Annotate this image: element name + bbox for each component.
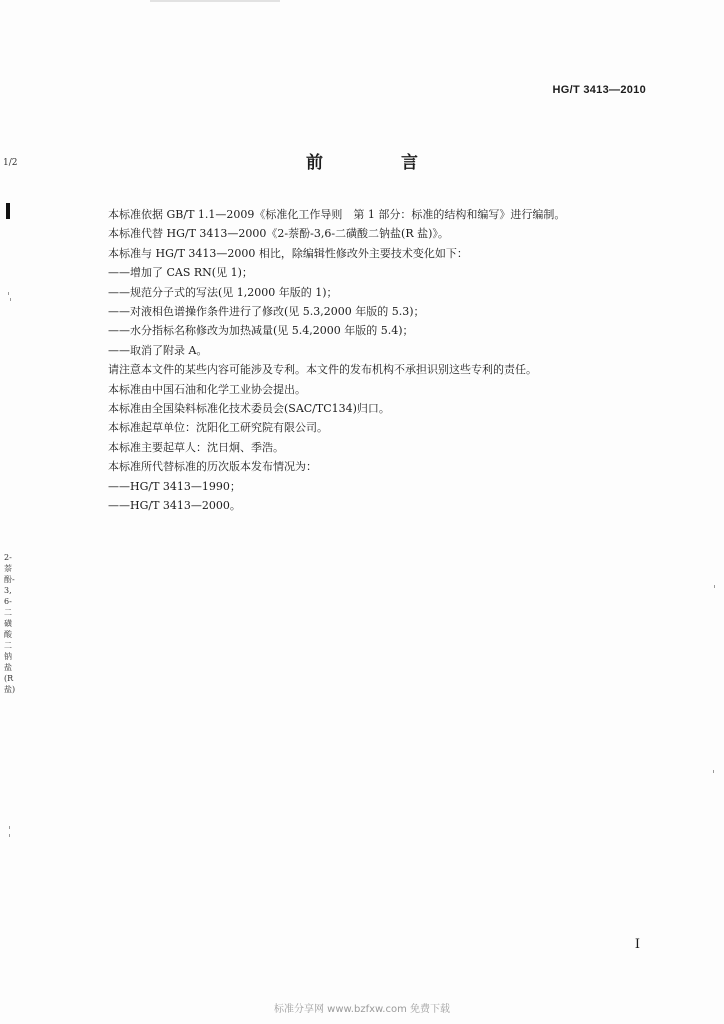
margin-mark	[6, 203, 10, 219]
margin-vertical-text: 2-萘酚-3,6-二磺酸二钠盐(R盐)	[4, 553, 16, 694]
body-line: 本标准依据 GB/T 1.1—2009《标准化工作导则 第 1 部分：标准的结构和编写》进行编制。	[108, 208, 566, 221]
body-line: 本标准与 HG/T 3413—2000 相比，除编辑性修改外主要技术变化如下：	[108, 246, 468, 260]
footer-watermark: 标准分享网 www.bzfxw.com 免费下载	[274, 1004, 450, 1015]
body-line: 本标准主要起草人：沈日炯、季浩。	[108, 440, 284, 454]
scan-artifact	[713, 770, 714, 773]
body-line: 本标准所代替标准的历次版本发布情况为：	[108, 460, 317, 474]
body-line: 本标准由中国石油和化学工业协会提出。	[108, 382, 306, 396]
body-line: ——水分指标名称修改为加热减量(见 5.4,2000 年版的 5.4)；	[108, 324, 414, 338]
page-title: 前 言	[306, 153, 454, 173]
body-line: 本标准代替 HG/T 3413—2000《2-萘酚-3,6-二磺酸二钠盐(R 盐)》。	[108, 227, 449, 241]
scan-artifact	[714, 585, 715, 588]
scan-artifact	[9, 826, 10, 829]
body-line: ——HG/T 3413—1990；	[108, 479, 241, 493]
scan-artifact	[9, 834, 10, 837]
body-line: 本标准起草单位：沈阳化工研究院有限公司。	[108, 421, 328, 435]
body-line: ——取消了附录 A。	[108, 343, 208, 357]
body-line: ——HG/T 3413—2000。	[108, 499, 241, 513]
body-line: ——增加了 CAS RN(见 1)；	[108, 266, 253, 280]
page-number: I	[634, 937, 640, 952]
scan-artifact	[8, 292, 9, 295]
body-line: 本标准由全国染料标准化技术委员会(SAC/TC134)归口。	[108, 402, 390, 416]
standard-code: HG/T 3413—2010	[552, 84, 646, 96]
margin-fraction: 1/2	[3, 158, 18, 168]
scan-artifact	[150, 0, 280, 2]
body-line: ——对液相色谱操作条件进行了修改(见 5.3,2000 年版的 5.3)；	[108, 305, 425, 319]
body-line: ——规范分子式的写法(见 1,2000 年版的 1)；	[108, 285, 338, 299]
foreword-body	[108, 205, 648, 516]
scan-artifact	[10, 298, 11, 301]
body-line: 请注意本文件的某些内容可能涉及专利。本文件的发布机构不承担识别这些专利的责任。	[108, 363, 537, 377]
